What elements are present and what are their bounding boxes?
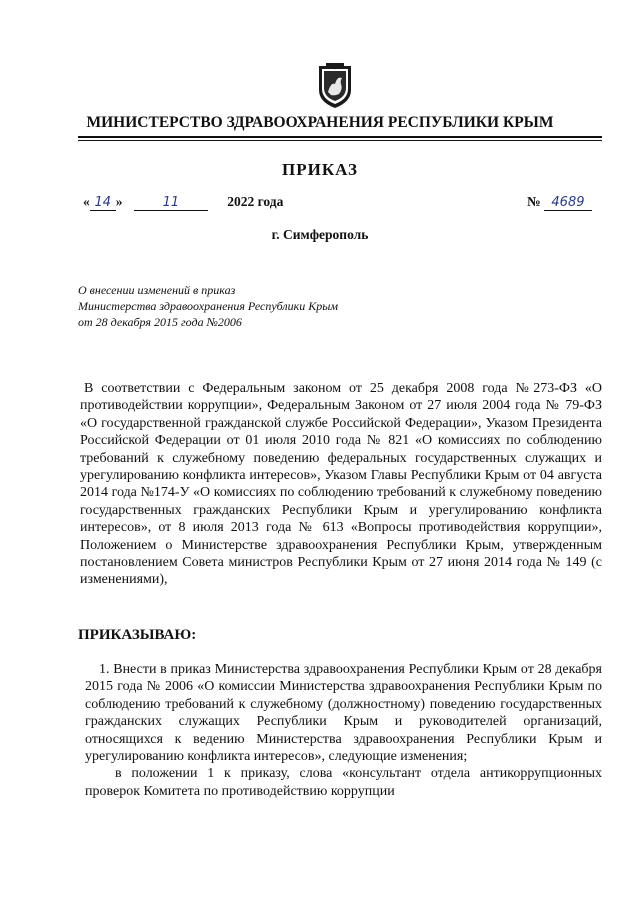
date-open-quote: « bbox=[83, 194, 90, 209]
crimea-coat-of-arms-icon bbox=[315, 62, 355, 110]
order-date bbox=[83, 194, 283, 211]
order-items bbox=[85, 661, 602, 800]
date-close-quote: » bbox=[115, 194, 123, 209]
ministry-name: МИНИСТЕРСТВО ЗДРАВООХРАНЕНИЯ РЕСПУБЛИКИ КРЫМ bbox=[86, 114, 554, 131]
document-type-title: ПРИКАЗ bbox=[282, 160, 358, 179]
preamble bbox=[80, 380, 602, 589]
order-number-label: № bbox=[527, 194, 541, 209]
order-subject bbox=[78, 282, 338, 330]
order-item-1: 1. Внести в приказ Министерства здравоохранения Республики Крым от 28 декабря 2015 года № 2006 «О комиссии Министерства здравоохранения Республики Крым по соблюдению требований к служебному (должностному) поведению государственных гражданских служащих Республики Крым и руководителей организаций, относящихся к ведению Министерства здравоохранения Республики Крым и урегулированию конфликта интересов», следующие изменения; bbox=[85, 662, 602, 765]
header-rule-thick bbox=[78, 136, 602, 138]
date-day: 14 bbox=[90, 195, 116, 211]
date-month: 11 bbox=[134, 195, 208, 211]
city: г. Симферополь bbox=[271, 227, 369, 242]
date-year: 2022 года bbox=[227, 194, 284, 209]
subject-line: О внесении изменений в приказ bbox=[78, 283, 236, 297]
header-rule-thin bbox=[78, 140, 602, 141]
order-word: ПРИКАЗЫВАЮ: bbox=[78, 627, 197, 643]
subject-line: от 28 декабря 2015 года №2006 bbox=[78, 315, 242, 329]
order-number bbox=[527, 194, 592, 211]
preamble-paragraph: В соответствии с Федеральным законом от 25 декабря 2008 года №273-ФЗ «О противодействии коррупции», Федеральным Законом от 27 июля 2004 года № 79-ФЗ «О государственной гражданской службе Российской Федерации», Указом Президента Российской Федерации от 01 июля 2010 года № 821 «О комиссиях по соблюдению требований к служебному поведению федеральных государственных служащих и урегулированию конфликта интересов», Указом Главы Республики Крым от 04 августа 2014 года №174-У «О комиссиях по соблюдению требований к служебному поведению государственных гражданских Республики Крым и урегулированию конфликта интересов», от 8 июля 2013 года № 613 «Вопросы противодействия коррупции», Положением о Министерстве здравоохранения Республики Крым, утвержденным постановлением Совета министров Республики Крым от 27 июня 2014 года № 149 (с изменениями), bbox=[80, 381, 602, 588]
order-item-1-sub: в положении 1 к приказу, слова «консультант отдела антикоррупционных проверок Комитета по противодействию коррупции bbox=[85, 766, 602, 799]
subject-line: Министерства здравоохранения Республики Крым bbox=[78, 299, 338, 313]
order-number-value: 4689 bbox=[544, 195, 592, 211]
